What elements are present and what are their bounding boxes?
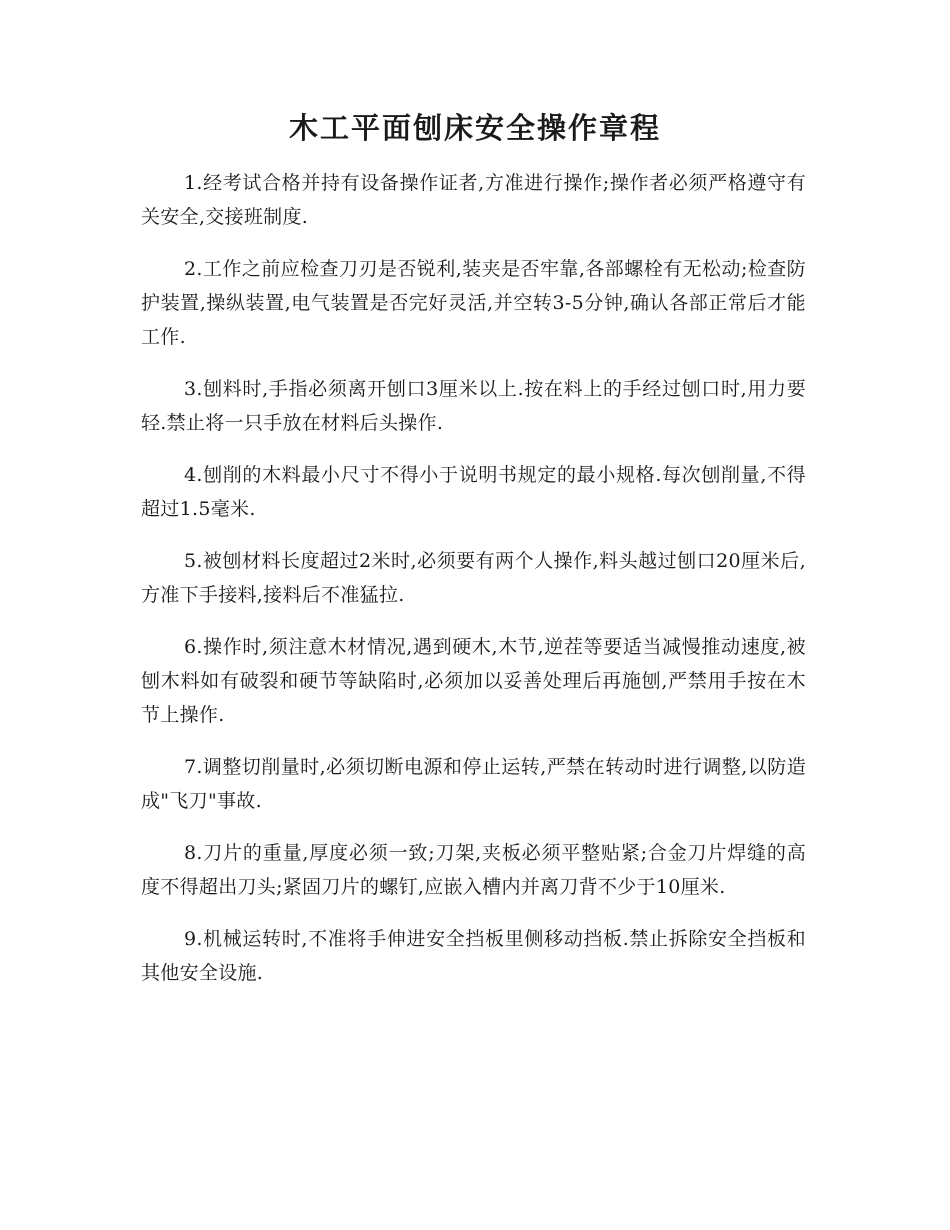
paragraph-5: 5.被刨材料长度超过2米时,必须要有两个人操作,料头越过刨口20厘米后,方准下手接料,接料后不准猛拉. (141, 550, 806, 606)
paragraph-9: 9.机械运转时,不准将手伸进安全挡板里侧移动挡板.禁止拆除安全挡板和其他安全设施. (141, 928, 806, 984)
document-body (141, 166, 806, 1008)
paragraph-7: 7.调整切削量时,必须切断电源和停止运转,严禁在转动时进行调整,以防造成"飞刀"事故. (141, 756, 806, 812)
paragraph-1: 1.经考试合格并持有设备操作证者,方准进行操作;操作者必须严格遵守有关安全,交接班制度. (141, 172, 806, 228)
paragraph-3: 3.刨料时,手指必须离开刨口3厘米以上.按在料上的手经过刨口时,用力要轻.禁止将一只手放在材料后头操作. (141, 378, 806, 434)
paragraph-6: 6.操作时,须注意木材情况,遇到硬木,木节,逆茬等要适当减慢推动速度,被刨木料如有破裂和硬节等缺陷时,必须加以妥善处理后再施刨,严禁用手按在木节上操作. (141, 636, 806, 726)
paragraph-8: 8.刀片的重量,厚度必须一致;刀架,夹板必须平整贴紧;合金刀片焊缝的高度不得超出刀头;紧固刀片的螺钉,应嵌入槽内并离刀背不少于10厘米. (141, 842, 806, 898)
paragraph-4: 4.刨削的木料最小尺寸不得小于说明书规定的最小规格.每次刨削量,不得超过1.5毫米. (141, 464, 806, 520)
paragraph-2: 2.工作之前应检查刀刃是否锐利,装夹是否牢靠,各部螺栓有无松动;检查防护装置,操纵装置,电气装置是否完好灵活,并空转3-5分钟,确认各部正常后才能工作. (141, 258, 806, 348)
document-title: 木工平面刨床安全操作章程 (288, 111, 661, 145)
